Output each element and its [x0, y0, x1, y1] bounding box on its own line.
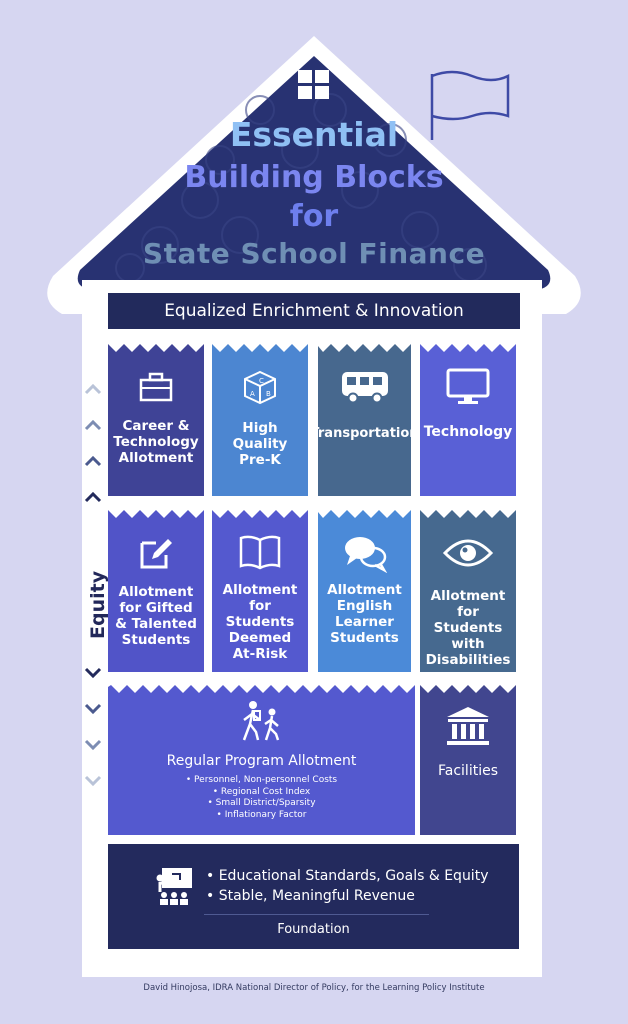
- chevron-down-icon: [84, 739, 102, 751]
- zigzag-edge: [318, 338, 411, 352]
- monitor-icon: [446, 366, 490, 408]
- svg-text:A: A: [250, 390, 255, 398]
- regular-bullet: • Small District/Sparsity: [207, 798, 316, 808]
- chevron-down-icon: [84, 703, 102, 715]
- briefcase-icon: [139, 366, 173, 408]
- prek-label: High Quality Pre-K: [232, 420, 288, 468]
- zigzag-edge: [108, 504, 204, 518]
- title-line-1: Essential: [229, 115, 399, 154]
- title-line-4: State School Finance: [142, 237, 486, 270]
- zigzag-edge: [318, 504, 411, 518]
- teacher-classroom-icon: [154, 866, 194, 910]
- block-disabilities: [420, 504, 516, 672]
- foundation-item: • Stable, Meaningful Revenue: [206, 888, 415, 904]
- foundation-item: • Educational Standards, Goals & Equity: [206, 868, 489, 884]
- regular-bullet: • Regional Cost Index: [212, 786, 311, 797]
- edit-pencil-icon: [138, 532, 174, 574]
- speech-bubbles-icon: [342, 532, 388, 574]
- technology-label: Technology: [423, 424, 513, 440]
- zigzag-edge: [420, 338, 516, 352]
- at-risk-label: Allotment for Students Deemed At-Risk: [222, 582, 298, 662]
- title-line-2: Building Blocks: [184, 160, 444, 195]
- equity-label: Equity: [87, 570, 109, 639]
- enrichment-bar: Equalized Enrichment & Innovation: [108, 293, 520, 329]
- transportation-label: Transportation: [310, 426, 419, 441]
- english-learner-label: Allotment English Learner Students: [327, 582, 402, 646]
- regular-bullet: • Inflationary Factor: [216, 809, 307, 820]
- eye-icon: [443, 532, 493, 574]
- zigzag-edge: [420, 679, 516, 693]
- regular-program-label: Regular Program Allotment: [166, 753, 357, 769]
- chevron-up-icon: [84, 419, 102, 431]
- title-line-3: for: [289, 199, 339, 234]
- walking-students-icon: [238, 701, 286, 743]
- credit-text: David Hinojosa, IDRA National Director of Policy, for the Learning Policy Institute: [143, 983, 485, 993]
- svg-text:C: C: [259, 377, 264, 385]
- chevron-up-icon: [84, 491, 102, 503]
- regular-bullets: [186, 775, 337, 821]
- block-regular-program: [108, 679, 415, 835]
- chevron-up-icon: [84, 383, 102, 395]
- foundation-label: Foundation: [277, 922, 350, 937]
- chevron-down-icon: [84, 667, 102, 679]
- zigzag-edge: [108, 679, 415, 693]
- chevron-down-icon: [84, 775, 102, 787]
- abc-block-icon: [242, 366, 278, 408]
- divider: [204, 914, 429, 915]
- block-career-technology: [108, 338, 204, 496]
- bus-icon: [340, 366, 390, 408]
- career-label: Career & Technology Allotment: [113, 418, 199, 466]
- building-columns-icon: [445, 705, 491, 747]
- regular-bullet: • Personnel, Non-personnel Costs: [185, 775, 338, 785]
- block-technology: [420, 338, 516, 496]
- open-book-icon: [238, 532, 282, 574]
- block-english-learner: [318, 504, 411, 672]
- disabilities-label: Allotment for Students with Disabilities: [425, 588, 511, 668]
- foundation-block: [108, 844, 519, 949]
- block-transportation: [310, 338, 419, 496]
- block-prek: [212, 338, 308, 496]
- block-facilities: [420, 679, 516, 835]
- block-at-risk: [212, 504, 308, 672]
- zigzag-edge: [108, 338, 204, 352]
- svg-text:B: B: [266, 390, 271, 398]
- zigzag-edge: [212, 338, 308, 352]
- zigzag-edge: [420, 504, 516, 518]
- zigzag-edge: [212, 504, 308, 518]
- facilities-label: Facilities: [438, 763, 498, 779]
- block-gifted: [108, 504, 204, 672]
- chevron-up-icon: [84, 455, 102, 467]
- gifted-label: Allotment for Gifted & Talented Students: [115, 584, 197, 648]
